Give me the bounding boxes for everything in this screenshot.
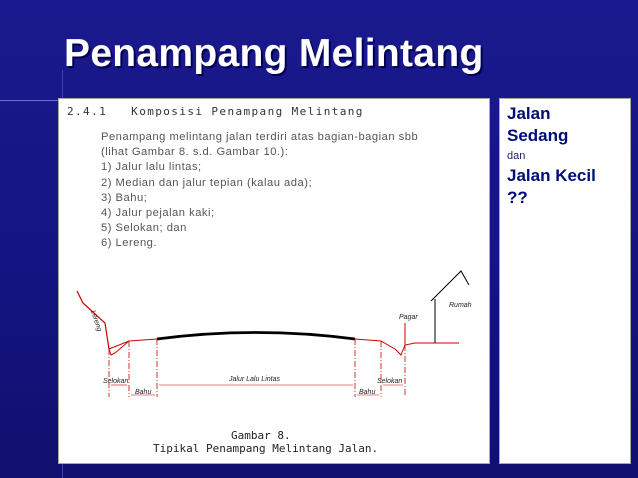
left-shoulder-line (129, 339, 157, 341)
label-bahu-left: Bahu (135, 389, 152, 396)
section-heading: 2.4.1 Komposisi Penampang Melintang (67, 105, 364, 118)
list-item: 4) Jalur pejalan kaki; (101, 207, 215, 220)
label-bahu-right: Bahu (359, 389, 376, 396)
label-selokan-right: Selokan (377, 378, 403, 385)
side-note-panel (499, 98, 631, 464)
label-pagar: Pagar (399, 314, 418, 321)
paragraph-line: (lihat Gambar 8. s.d. Gambar 10.): (101, 146, 289, 159)
side-note-line: ?? (507, 188, 528, 207)
label-selokan-left: Selokan (103, 378, 129, 385)
label-rumah: Rumah (449, 302, 472, 309)
label-jalur-lalu-lintas: Jalur Lalu Lintas (229, 376, 280, 383)
house-roof-line (431, 271, 469, 301)
road-pavement (157, 333, 355, 340)
figure-caption-title: Tipikal Penampang Melintang Jalan. (153, 442, 379, 455)
list-item: 5) Selokan; dan (101, 222, 187, 235)
right-shoulder-line (355, 339, 381, 341)
list-item: 3) Bahu; (101, 191, 148, 204)
list-item: 1) Jalur lalu lintas; (101, 161, 202, 174)
paragraph-line: Penampang melintang jalan terdiri atas bagian-bagian sbb (101, 131, 419, 143)
side-note (507, 103, 596, 209)
slide-title: Penampang Melintang (64, 32, 484, 75)
right-ditch-line (381, 341, 459, 355)
list-item: 6) Lereng. (101, 237, 157, 250)
cross-section-drawing (59, 99, 489, 463)
label-lereng: Lereng (89, 309, 103, 333)
list-item: 2) Median dan jalur tepian (kalau ada); (101, 176, 313, 189)
left-embankment-line (109, 341, 129, 349)
side-note-line: Jalan Kecil (507, 166, 596, 185)
side-note-line: dan (507, 150, 526, 162)
figure-caption-number: Gambar 8. (231, 429, 291, 442)
document-image (58, 98, 490, 464)
side-note-line: Jalan (507, 104, 551, 123)
side-note-line: Sedang (507, 126, 569, 145)
accent-line-horizontal (0, 100, 60, 101)
